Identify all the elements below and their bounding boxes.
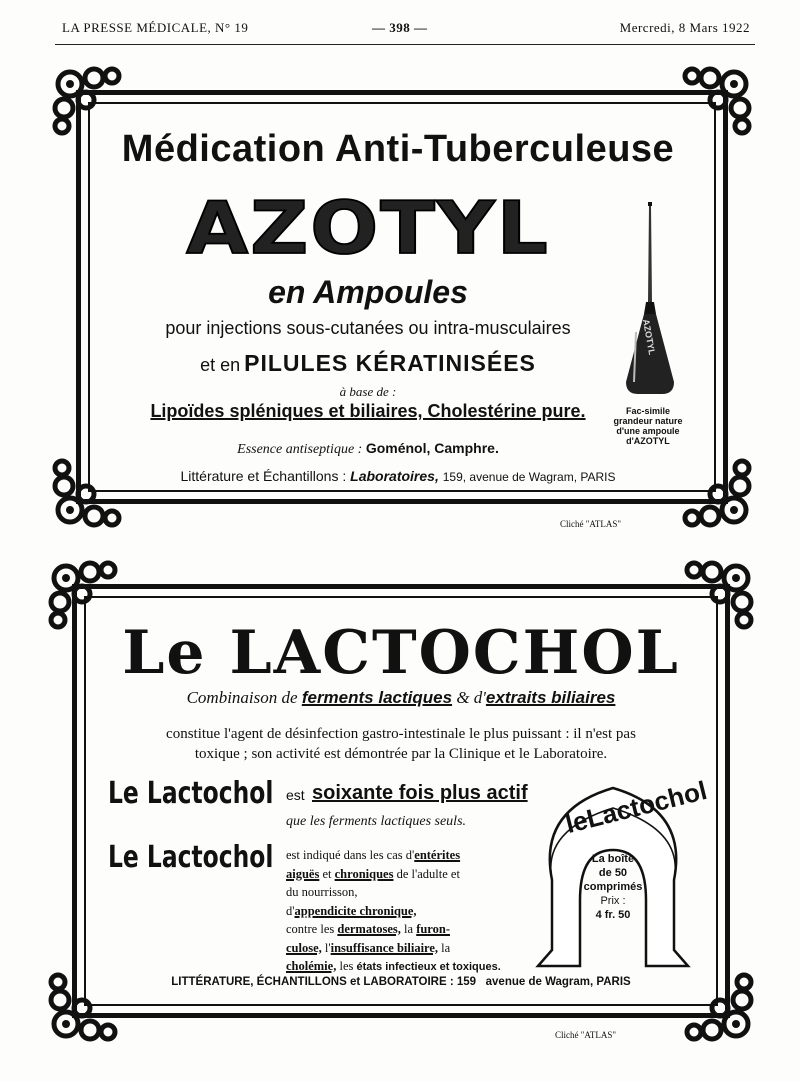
lactochol-advertisement — [44, 556, 758, 1046]
ind-culose: culose, — [286, 940, 322, 955]
box-info-line: La boîte — [591, 853, 635, 865]
page-number: — 398 — — [372, 20, 428, 35]
ad1-lit-address: 159, avenue de Wagram, PARIS — [442, 470, 616, 484]
ad2-cliche: Cliché "ATLAS" — [555, 1030, 617, 1040]
box-info — [578, 852, 648, 922]
ad2-combination — [114, 688, 688, 708]
ad2-combo-ferments: ferments lactiques — [301, 688, 453, 707]
ad2-description-1: constitue l'agent de désinfection gastro-intestinale le plus puissant : il n'est pas — [166, 726, 636, 742]
ind-line: du nourrisson, — [286, 885, 358, 899]
ad1-pilules-prefix: et en — [200, 355, 241, 375]
ind-line — [286, 920, 511, 939]
ind-insuffisance: insuffisance biliaire, — [330, 940, 439, 955]
ad1-composition: Lipoïdes spléniques et biliaires, Cholestérine pure. — [150, 401, 586, 421]
ind-text: contre les — [286, 922, 335, 936]
box-brand-label: leLactochol — [562, 774, 710, 840]
ad2-name-1: Le Lactochol — [108, 776, 274, 811]
ind-etats: états infectieux et toxiques. — [356, 961, 501, 973]
ind-text: est indiqué dans les cas d' — [286, 848, 415, 862]
ad1-essence — [168, 440, 568, 458]
ind-appendicite: appendicite chronique, — [294, 903, 417, 918]
box-info-line: Prix : — [600, 895, 626, 907]
ind-text: de l'adulte et — [396, 866, 460, 881]
ampoule-label: AZOTYL — [640, 318, 658, 356]
ornament-corner-icon — [670, 62, 756, 148]
ad1-lit-label: Littérature et Échantillons : — [180, 468, 347, 484]
ind-text: la — [441, 940, 451, 955]
ad2-claim1-main: soixante fois plus actif — [312, 782, 528, 804]
ind-text: d' — [286, 903, 295, 918]
ind-line — [286, 902, 511, 921]
ad1-lit-lab: Laboratoires, — [350, 468, 439, 484]
ind-line — [286, 939, 511, 958]
ad2-combo-text: Combinaison de — [186, 688, 298, 707]
ad1-headline: Médication Anti-Tuberculeuse — [121, 128, 675, 170]
box-info-line: comprimés — [583, 881, 643, 893]
ad1-subtitle: en Ampoules — [268, 274, 468, 310]
ampoule-caption-line: d'AZOTYL — [626, 436, 670, 446]
ind-dermatoses: dermatoses, — [337, 922, 401, 936]
ad1-essence-label: Essence antiseptique : — [237, 442, 363, 457]
running-head-date: Mercredi, 8 Mars 1922 — [619, 20, 750, 35]
running-head-journal: LA PRESSE MÉDICALE, N° 19 — [62, 20, 249, 35]
ad2-claim1-sub: que les ferments lactiques seuls. — [286, 814, 467, 829]
ind-text: l' — [324, 940, 331, 955]
box-info-line: 4 fr. 50 — [595, 909, 631, 921]
ad1-pilules-main: PILULES KÉRATINISÉES — [244, 350, 536, 376]
ad2-indications — [286, 846, 511, 977]
ad1-line-pilules — [138, 350, 598, 377]
ornament-corner-icon — [48, 446, 134, 532]
ad1-brand: AZOTYL — [186, 186, 550, 271]
ad2-footer: LITTÉRATURE, ÉCHANTILLONS et LABORATOIRE : 159 avenue de Wagram, PARIS — [171, 976, 631, 988]
ind-line — [286, 846, 511, 865]
ad1-litterature — [138, 468, 658, 484]
ad2-name-2: Le Lactochol — [108, 840, 274, 875]
ind-text: et — [322, 866, 332, 881]
ind-chroniques: chroniques — [334, 866, 394, 881]
ampoule-caption-line: Fac-simile — [625, 406, 671, 416]
ind-line — [286, 957, 511, 977]
box-info-line: de 50 — [598, 867, 628, 879]
ind-entérites: entérites — [414, 848, 461, 862]
ampoule-caption — [603, 406, 693, 446]
ind-text: la — [404, 922, 414, 936]
ind-furonculose: furon- — [416, 922, 450, 936]
ad1-essence-value: Goménol, Camphre. — [365, 440, 499, 456]
ad1-cliche: Cliché "ATLAS" — [560, 519, 622, 529]
ad2-brand: Le LACTOCHOL — [122, 618, 680, 688]
ind-line — [286, 865, 511, 884]
ampoule-illustration — [622, 202, 678, 402]
ampoule-caption-line: grandeur nature — [613, 416, 683, 426]
ad1-line-injections: pour injections sous-cutanées ou intra-musculaires — [165, 318, 571, 338]
ampoule-caption-line: d'une ampoule — [616, 426, 680, 436]
ad2-description-2: toxique ; son activité est démontrée par la Clinique et le Laboratoire. — [194, 746, 608, 762]
ornament-corner-icon — [44, 960, 130, 1046]
ornament-corner-icon — [670, 446, 756, 532]
azotyl-advertisement — [48, 62, 756, 532]
ind-aigues: aiguës — [286, 866, 320, 881]
ad2-combo-extraits: extraits biliaires — [485, 688, 616, 707]
ad2-combo-text: & d' — [456, 688, 486, 707]
ind-text: les — [339, 959, 354, 973]
ad2-claim1-pre: est — [286, 787, 305, 803]
ind-cholemie: cholémie, — [286, 959, 337, 973]
ad1-base-de: à base de : — [339, 384, 397, 399]
header-rule — [55, 44, 755, 45]
